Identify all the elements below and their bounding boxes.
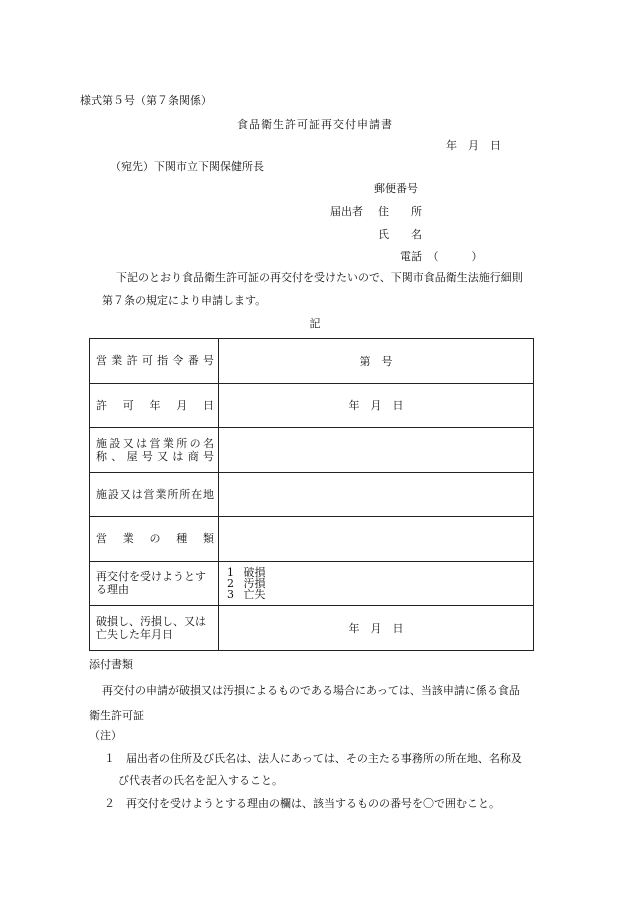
body-text-line-2: 第７条の規定により申請します。 xyxy=(102,294,267,307)
attachments-heading: 添付書類 xyxy=(89,658,133,671)
permit-number-field[interactable]: 第 号 xyxy=(219,339,534,384)
document-title: 食品衛生許可証再交付申請書 xyxy=(237,118,393,131)
table-row-reissue-reason xyxy=(90,561,534,606)
application-table xyxy=(89,338,534,651)
address-label: 住 所 xyxy=(378,205,422,218)
applicant-label: 届出者 xyxy=(330,205,363,218)
table-row-permit-number xyxy=(90,339,534,384)
facility-location-label: 施設又は営業所所在地 xyxy=(90,472,219,517)
permit-date-field[interactable]: 年 月 日 xyxy=(219,383,534,428)
reason-option-damaged[interactable]: 1 破損 xyxy=(227,565,266,579)
business-type-label: 営業の種類 xyxy=(90,517,219,562)
table-row-permit-date xyxy=(90,383,534,428)
postal-code-label: 郵便番号 xyxy=(374,182,418,195)
permit-date-label: 許可年月日 xyxy=(90,383,219,428)
body-text-line-1: 下記のとおり食品衛生許可証の再交付を受けたいので、下関市食品衛生法施行細則 xyxy=(116,271,523,284)
attachments-text-line-2: 衛生許可証 xyxy=(89,709,144,722)
note-1-line-1: １ 届出者の住所及び氏名は、法人にあっては、その主たる事務所の所在地、名称及 xyxy=(104,752,522,765)
attachments-text-line-1: 再交付の申請が破損又は汚損によるものである場合にあっては、当該申請に係る食品 xyxy=(102,684,520,697)
phone-label: 電話 （ ） xyxy=(400,250,483,263)
reason-option-lost[interactable]: 3 亡失 xyxy=(227,587,266,601)
reissue-reason-field[interactable] xyxy=(219,561,534,606)
facility-name-field[interactable] xyxy=(219,428,534,473)
table-row-facility-location xyxy=(90,472,534,517)
date-line: 年 月 日 xyxy=(446,139,501,152)
form-number: 様式第５号（第７条関係） xyxy=(80,94,212,107)
reissue-reason-label: 再交付を受けようとする理由 xyxy=(90,561,219,606)
permit-number-label: 営業許可指令番号 xyxy=(90,339,219,384)
note-1-line-2: び代表者の氏名を記入すること。 xyxy=(118,774,283,787)
note-2: ２ 再交付を受けようとする理由の欄は、該当するものの番号を〇で囲むこと。 xyxy=(104,797,500,810)
table-row-facility-name xyxy=(90,428,534,473)
ki-heading: 記 xyxy=(309,317,321,330)
business-type-field[interactable] xyxy=(219,517,534,562)
incident-date-label: 破損し、汚損し、又は亡失した年月日 xyxy=(90,606,219,651)
table-row-business-type xyxy=(90,517,534,562)
notes-heading: （注） xyxy=(89,729,122,742)
facility-location-field[interactable] xyxy=(219,472,534,517)
table-row-incident-date xyxy=(90,606,534,651)
reason-option-soiled[interactable]: 2 汚損 xyxy=(227,576,266,590)
addressee: （宛先）下関市立下関保健所長 xyxy=(110,160,264,173)
incident-date-field[interactable]: 年 月 日 xyxy=(219,606,534,651)
facility-name-label: 施設又は営業所の名称、屋号又は商号 xyxy=(90,428,219,473)
name-label: 氏 名 xyxy=(378,228,422,241)
